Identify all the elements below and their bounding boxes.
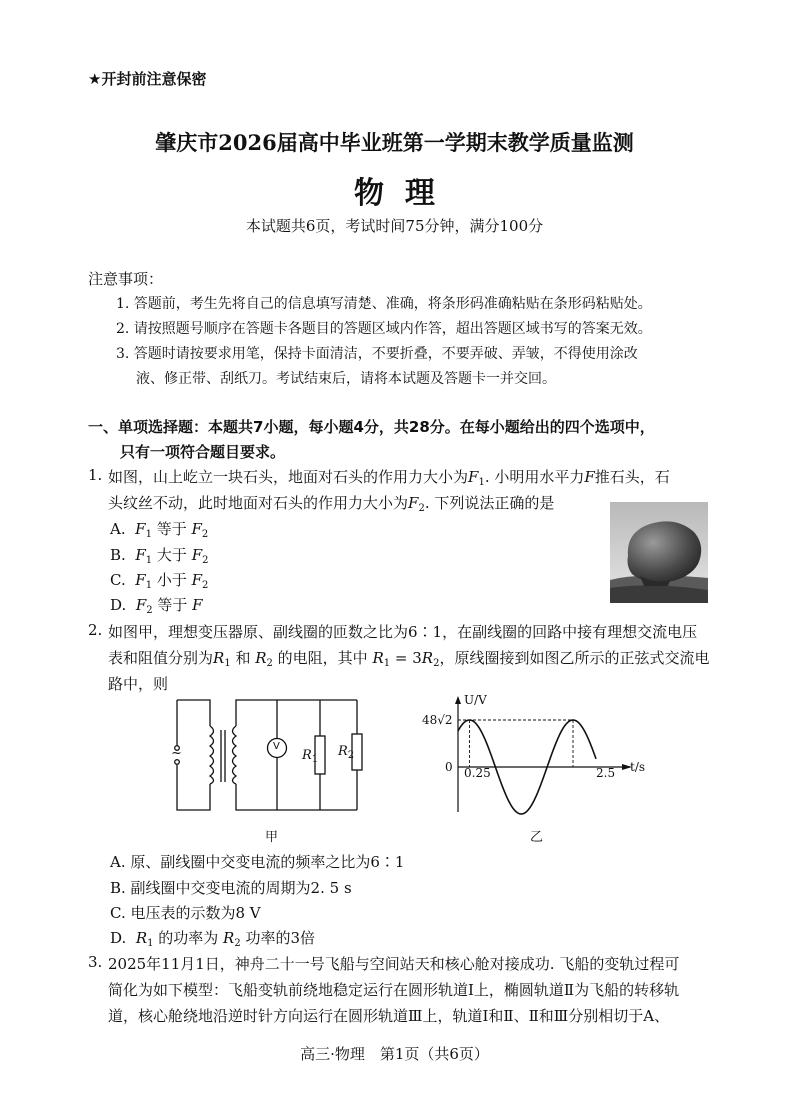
notice-item: 3. 答题时请按要求用笔，保持卡面清洁，不要折叠，不要弄破、弄皱，不得使用涂改 <box>116 346 638 362</box>
voltmeter-label: V <box>273 741 280 752</box>
question-number: 1. <box>88 466 103 484</box>
q2-option-a[interactable]: A. 原、副线圈中交变电流的频率之比为6∶1 <box>110 853 405 871</box>
q1-option-d[interactable]: D. $F_2$ 等于 F <box>110 596 203 616</box>
confidential-note: ★开封前注意保密 <box>88 70 207 88</box>
q3-stem-line2: 简化为如下模型：飞船变轨前绕地稳定运行在圆形轨道Ⅰ上，椭圆轨道Ⅱ为飞船的转移轨 <box>108 981 680 999</box>
notice-item: 2. 请按照题号顺序在答题卡各题目的答题区域内作答，超出答题区域书写的答案无效。 <box>116 321 652 337</box>
chart-x-label: t/s <box>630 760 646 774</box>
notice-heading: 注意事项： <box>88 270 164 288</box>
figure-caption-jia: 甲 <box>265 830 279 845</box>
q2-option-c[interactable]: C. 电压表的示数为8 V <box>110 904 261 922</box>
q1-stem-line1: 如图，山上屹立一块石头，地面对石头的作用力大小为$F_1$. 小明用水平力F推石头，石 <box>108 468 670 488</box>
question-number: 2. <box>88 621 103 639</box>
voltage-time-chart <box>408 690 648 820</box>
rock-photo <box>610 502 708 603</box>
q1-option-a[interactable]: A. $F_1$ 等于 $F_2$ <box>110 520 209 540</box>
q3-stem-line1: 2025年11月1日，神舟二十一号飞船与空间站天和核心舱对接成功. 飞船的变轨过程可 <box>108 955 680 973</box>
chart-y-arrow <box>455 696 461 704</box>
notice-item-continued: 液、修正带、刮纸刀。考试结束后，请将本试题及答题卡一并交回。 <box>136 371 556 387</box>
figure-caption-yi: 乙 <box>530 830 544 845</box>
chart-tick-label-amplitude: 48√2 <box>422 713 453 727</box>
q1-option-b[interactable]: B. $F_1$ 大于 $F_2$ <box>110 546 209 566</box>
page-footer: 高三·物理 第1页（共6页） <box>300 1045 489 1063</box>
chart-y-label: U/V <box>464 693 487 707</box>
chart-origin-label: 0 <box>445 760 453 774</box>
q2-stem-line3: 路中，则 <box>108 675 169 693</box>
exam-info: 本试题共6页，考试时间75分钟，满分100分 <box>245 217 544 235</box>
ac-source-symbol: ~ <box>171 746 182 761</box>
q2-option-b[interactable]: B. 副线圈中交变电流的周期为2. 5 s <box>110 879 352 897</box>
chart-tick-label-0.25: 0.25 <box>464 766 491 780</box>
notice-item: 1. 答题前，考生先将自己的信息填写清楚、准确，将条形码准确粘贴在条形码粘贴处。 <box>116 296 652 312</box>
chart-tick-label-2.5: 2.5 <box>596 766 616 780</box>
q2-stem-line1: 如图甲，理想变压器原、副线圈的匝数之比为6∶1，在副线圈的回路中接有理想交流电压 <box>108 623 698 641</box>
q2-stem-line2: 表和阻值分别为$R_1$ 和 $R_2$ 的电阻，其中 $R_1 = 3R_2$，原线圈接到如图乙所示的正弦式交流电 <box>108 649 710 669</box>
r1-label: $R_1$ <box>302 748 319 765</box>
q3-stem-line3: 道，核心舱绕地沿逆时针方向运行在圆形轨道Ⅲ上，轨道Ⅰ和Ⅱ、Ⅱ和Ⅲ分别相切于A、 <box>108 1007 670 1025</box>
q2-option-d[interactable]: D. $R_1$ 的功率为 $R_2$ 功率的3倍 <box>110 929 316 949</box>
exam-title: 肇庆市2026届高中毕业班第一学期末教学质量监测 <box>155 130 634 155</box>
q1-stem-line2: 头纹丝不动，此时地面对石头的作用力大小为$F_2$. 下列说法正确的是 <box>108 494 555 514</box>
section-heading-continued: 只有一项符合题目要求。 <box>120 443 286 461</box>
question-number: 3. <box>88 953 103 971</box>
subject-title: 物 理 <box>354 176 435 211</box>
r2-label: $R_2$ <box>338 744 355 761</box>
q1-option-c[interactable]: C. $F_1$ 小于 $F_2$ <box>110 571 209 591</box>
section-heading: 一、单项选择题：本题共7小题，每小题4分，共28分。在每小题给出的四个选项中， <box>88 418 655 436</box>
